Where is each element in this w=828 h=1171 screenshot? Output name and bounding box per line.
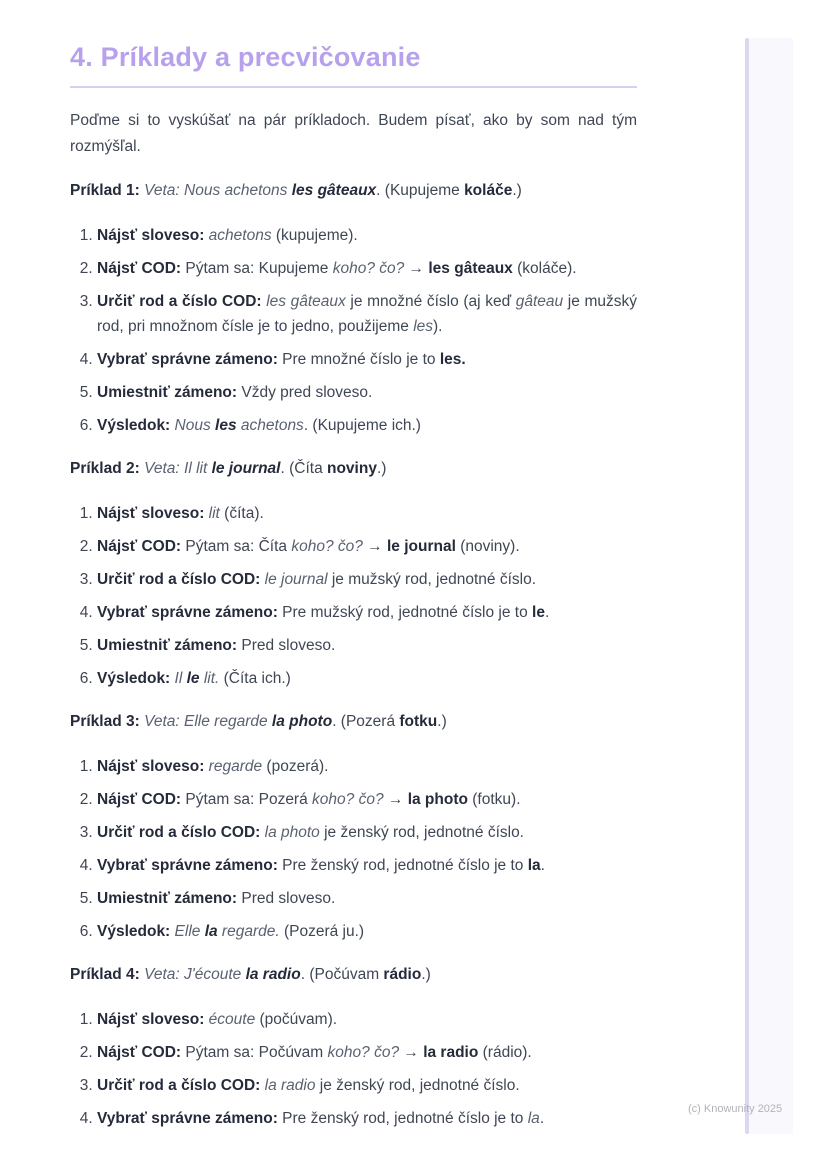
- text-run: le journal: [211, 460, 281, 477]
- examples-container: [70, 178, 637, 1131]
- text-run: Určiť rod a číslo COD:: [97, 293, 267, 310]
- text-run: lit.: [199, 670, 220, 687]
- text-run: Pýtam sa: Kupujeme: [185, 260, 333, 277]
- step-item: [97, 919, 637, 944]
- text-run: (číta).: [219, 505, 264, 522]
- text-run: Pred sloveso.: [241, 890, 336, 907]
- text-run: koho? čo?: [312, 791, 384, 808]
- step-item: [97, 853, 637, 878]
- text-run: . (Kupujeme ich.): [303, 417, 421, 434]
- page-edge-line: [745, 38, 749, 1134]
- example-title: [70, 178, 637, 203]
- example-block: [70, 178, 637, 438]
- footer-credit: (c) Knowunity 2025: [688, 1103, 783, 1115]
- text-run: Veta: Elle regarde: [144, 713, 272, 730]
- page-edge-fill: [749, 38, 793, 1134]
- step-item: [97, 256, 637, 281]
- step-item: [97, 886, 637, 911]
- text-run: Príklad 3:: [70, 713, 145, 730]
- page-title: 4. Príklady a precvičovanie: [70, 42, 421, 72]
- text-run: Príklad 2:: [70, 460, 145, 477]
- step-item: [97, 1106, 637, 1131]
- text-run: →: [383, 791, 408, 808]
- example-title: [70, 709, 637, 734]
- text-run: la radio: [264, 1077, 316, 1094]
- example-title: [70, 456, 637, 481]
- text-run: Veta: Il lit: [144, 460, 212, 477]
- text-run: la photo: [407, 791, 468, 808]
- text-run: les: [215, 417, 237, 434]
- text-run: Pre množné číslo je to: [282, 351, 440, 368]
- text-run: Umiestniť zámeno:: [97, 637, 242, 654]
- text-run: (koláče).: [512, 260, 577, 277]
- text-run: les gâteaux: [428, 260, 513, 277]
- text-run: koho? čo?: [327, 1044, 400, 1061]
- text-run: Vybrať správne zámeno:: [97, 351, 283, 368]
- title-underline: [70, 86, 637, 88]
- text-run: je množné číslo (aj keď: [345, 293, 516, 310]
- text-run: gâteau: [515, 293, 564, 310]
- text-run: achetons: [208, 227, 272, 244]
- text-run: koho? čo?: [332, 260, 405, 277]
- text-run: (počúvam).: [255, 1011, 338, 1028]
- text-run: fotku: [399, 713, 438, 730]
- text-run: la: [527, 1110, 540, 1127]
- text-run: Výsledok:: [97, 923, 175, 940]
- step-item: [97, 567, 637, 592]
- text-run: je mužský rod, jednotné číslo.: [327, 571, 537, 588]
- text-run: Určiť rod a číslo COD:: [97, 824, 265, 841]
- text-run: .: [544, 604, 550, 621]
- text-run: Vybrať správne zámeno:: [97, 1110, 283, 1127]
- intro-paragraph: Poďme si to vyskúšať na pár príkladoch. Budem písať, ako by som nad tým rozmýšľal.: [70, 112, 637, 155]
- text-run: .): [376, 460, 387, 477]
- text-run: →: [362, 538, 387, 555]
- text-run: Nájsť sloveso:: [97, 758, 209, 775]
- text-run: .): [512, 182, 522, 199]
- text-run: écoute: [208, 1011, 256, 1028]
- text-run: Umiestniť zámeno:: [97, 890, 242, 907]
- text-run: Nájsť sloveso:: [97, 227, 209, 244]
- text-run: les gâteaux: [291, 182, 377, 199]
- text-run: . (Počúvam: [300, 966, 384, 983]
- text-run: la: [204, 923, 218, 940]
- step-item: [97, 380, 637, 405]
- text-run: Nájsť COD:: [97, 1044, 186, 1061]
- step-item: [97, 633, 637, 658]
- text-run: la photo: [271, 713, 333, 730]
- text-run: Nájsť COD:: [97, 260, 186, 277]
- text-run: la: [527, 857, 541, 874]
- text-run: Veta: Nous achetons: [144, 182, 292, 199]
- step-item: [97, 1040, 637, 1065]
- text-run: Výsledok:: [97, 417, 175, 434]
- text-run: la radio: [245, 966, 301, 983]
- text-run: Príklad 1:: [70, 182, 145, 199]
- text-run: Pre mužský rod, jednotné číslo je to: [282, 604, 533, 621]
- text-run: Určiť rod a číslo COD:: [97, 1077, 265, 1094]
- steps-list: [70, 223, 637, 438]
- step-item: [97, 534, 637, 559]
- steps-list: [70, 501, 637, 691]
- text-run: Pýtam sa: Počúvam: [185, 1044, 328, 1061]
- text-run: regarde: [208, 758, 263, 775]
- example-block: [70, 456, 637, 691]
- text-run: Pýtam sa: Číta: [185, 538, 292, 555]
- step-item: [97, 1073, 637, 1098]
- example-block: [70, 962, 637, 1131]
- text-run: Pýtam sa: Pozerá: [185, 791, 313, 808]
- step-item: [97, 787, 637, 812]
- text-run: Umiestniť zámeno:: [97, 384, 242, 401]
- text-run: Nous: [174, 417, 216, 434]
- text-run: Výsledok:: [97, 670, 175, 687]
- text-run: la radio: [423, 1044, 479, 1061]
- text-run: les.: [439, 351, 466, 368]
- text-run: Nájsť sloveso:: [97, 505, 209, 522]
- text-run: ).: [433, 318, 443, 335]
- text-run: koláče: [464, 182, 513, 199]
- text-run: le: [532, 604, 545, 621]
- document-page: [70, 42, 637, 1139]
- text-run: Pre ženský rod, jednotné číslo je to: [282, 857, 528, 874]
- text-run: . (Pozerá: [332, 713, 400, 730]
- text-run: (Pozerá ju.): [279, 923, 365, 940]
- step-item: [97, 1007, 637, 1032]
- text-run: Elle: [174, 923, 205, 940]
- steps-list: [70, 1007, 637, 1131]
- text-run: Určiť rod a číslo COD:: [97, 571, 265, 588]
- text-run: →: [399, 1044, 424, 1061]
- text-run: (rádio).: [478, 1044, 532, 1061]
- text-run: Nájsť sloveso:: [97, 1011, 209, 1028]
- text-run: (noviny).: [455, 538, 520, 555]
- step-item: [97, 754, 637, 779]
- text-run: Pre ženský rod, jednotné číslo je to: [282, 1110, 528, 1127]
- text-run: lit: [208, 505, 220, 522]
- text-run: Il: [174, 670, 187, 687]
- text-run: les gâteaux: [266, 293, 346, 310]
- step-item: [97, 289, 637, 339]
- text-run: je ženský rod, jednotné číslo.: [315, 1077, 520, 1094]
- step-item: [97, 223, 637, 248]
- text-run: Nájsť COD:: [97, 538, 186, 555]
- text-run: .): [421, 966, 431, 983]
- text-run: la photo: [264, 824, 320, 841]
- text-run: je mužský rod, pri množnom čísle je to jedno, použijeme: [97, 293, 637, 335]
- text-run: le journal: [264, 571, 328, 588]
- step-item: [97, 666, 637, 691]
- text-run: Príklad 4:: [70, 966, 145, 983]
- text-run: (kupujeme).: [271, 227, 358, 244]
- text-run: regarde.: [217, 923, 280, 940]
- example-block: [70, 709, 637, 944]
- text-run: le: [186, 670, 200, 687]
- step-item: [97, 501, 637, 526]
- text-run: →: [404, 260, 429, 277]
- step-item: [97, 347, 637, 372]
- text-run: Nájsť COD:: [97, 791, 186, 808]
- text-run: . (Kupujeme: [376, 182, 465, 199]
- text-run: Pred sloveso.: [241, 637, 336, 654]
- text-run: le journal: [387, 538, 456, 555]
- example-title: [70, 962, 637, 987]
- text-run: Veta: J'écoute: [144, 966, 246, 983]
- text-run: Vždy pred sloveso.: [241, 384, 373, 401]
- text-run: (Číta ich.): [219, 670, 291, 687]
- text-run: .): [437, 713, 447, 730]
- text-run: . (Číta: [280, 460, 327, 477]
- text-run: (fotku).: [467, 791, 521, 808]
- text-run: Vybrať správne zámeno:: [97, 857, 283, 874]
- text-run: les: [413, 318, 434, 335]
- step-item: [97, 600, 637, 625]
- step-item: [97, 820, 637, 845]
- text-run: achetons: [236, 417, 304, 434]
- text-run: koho? čo?: [291, 538, 363, 555]
- step-item: [97, 413, 637, 438]
- text-run: je ženský rod, jednotné číslo.: [319, 824, 524, 841]
- text-run: rádio: [383, 966, 422, 983]
- text-run: (pozerá).: [262, 758, 329, 775]
- text-run: noviny: [327, 460, 377, 477]
- text-run: .: [539, 1110, 545, 1127]
- text-run: .: [540, 857, 545, 874]
- steps-list: [70, 754, 637, 944]
- text-run: Vybrať správne zámeno:: [97, 604, 283, 621]
